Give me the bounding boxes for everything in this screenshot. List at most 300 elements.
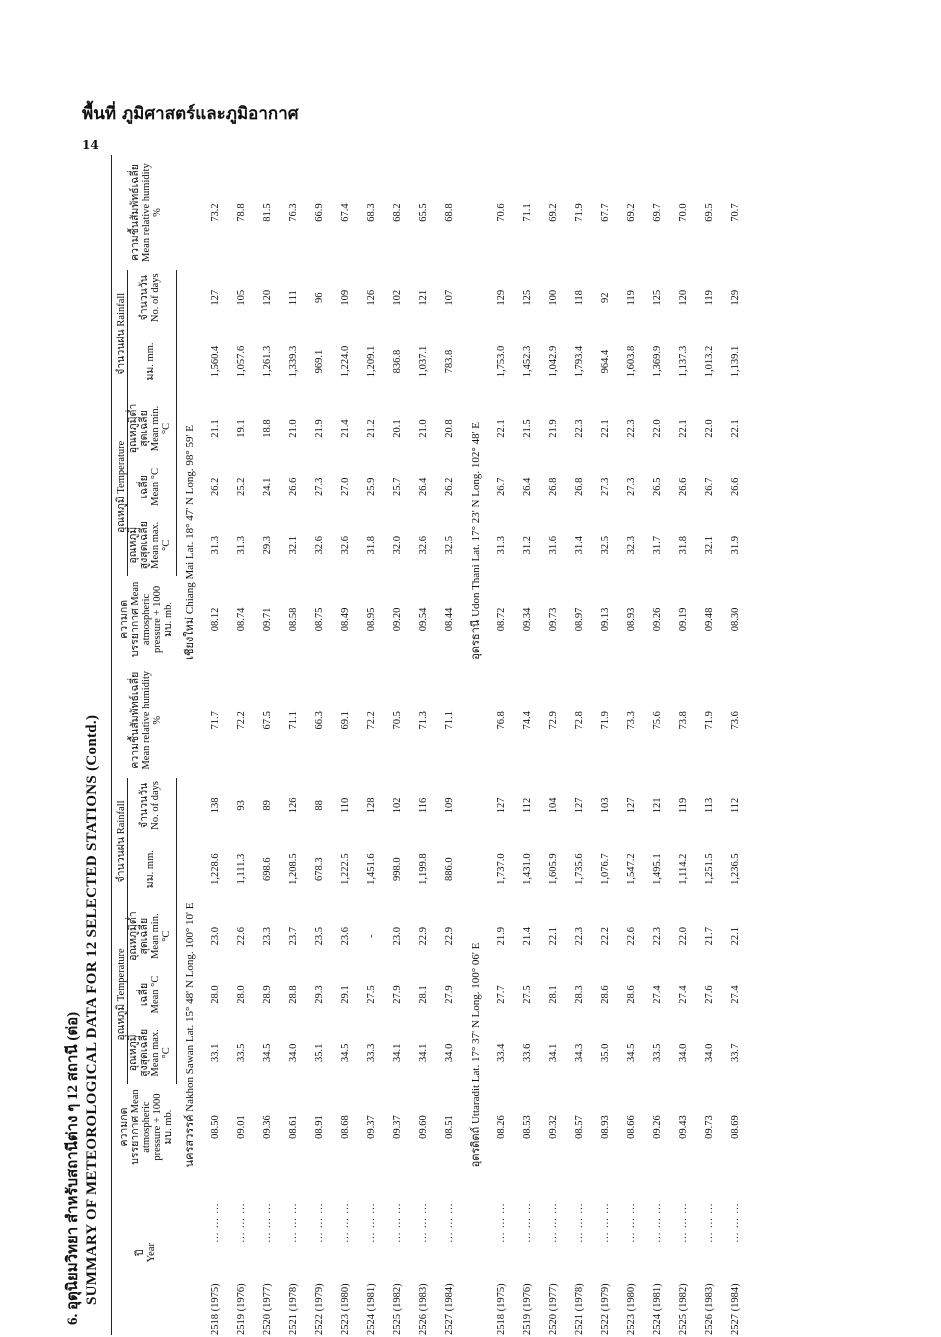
data-cell: 08.57 — [573, 1115, 585, 1139]
data-cell: 25.2 — [236, 477, 248, 497]
data-cell: 121 — [418, 289, 430, 306]
data-cell: 31.6 — [547, 536, 559, 555]
data-cell: 25.7 — [392, 477, 404, 497]
data-cell: 1,753.0 — [495, 345, 507, 378]
year-cell: 2522 (1979) — [314, 1283, 326, 1335]
data-cell: 09.20 — [392, 607, 404, 632]
data-cell: 71.9 — [703, 711, 715, 730]
data-cell: 70.7 — [729, 203, 741, 222]
data-cell: 76.8 — [495, 711, 507, 730]
data-cell: 31.3 — [236, 536, 248, 555]
station-label: นครสวรรค์ Nakhon Sawan Lat. 15° 48' N Long. 100° 10' E — [184, 902, 197, 1168]
data-cell: 886.0 — [444, 857, 456, 881]
data-cell: 26.8 — [573, 477, 585, 497]
table-row — [644, 155, 670, 1335]
data-cell: 783.8 — [444, 349, 456, 374]
data-cell: 998.0 — [392, 857, 404, 881]
data-cell: 76.3 — [288, 203, 300, 222]
data-cell: 964.4 — [599, 349, 611, 374]
year-cell: 2527 (1984) — [729, 1283, 741, 1335]
data-cell: 08.26 — [495, 1115, 507, 1139]
data-cell: 1,042.9 — [547, 345, 559, 378]
data-cell: 34.5 — [625, 1043, 637, 1063]
data-cell: 09.43 — [677, 1115, 689, 1139]
data-cell: 113 — [703, 797, 715, 814]
data-cell: 32.3 — [625, 536, 637, 555]
table-caption-english: SUMMARY OF METEOROLOGICAL DATA FOR 12 SELECTED STATIONS (Contd.) — [84, 714, 100, 1305]
data-cell: 26.6 — [729, 477, 741, 497]
table-row — [203, 155, 229, 1335]
data-cell: 32.0 — [392, 536, 404, 555]
leader-dots: ... ... ... — [366, 1202, 378, 1243]
header-year — [112, 1170, 177, 1335]
data-cell: 09.32 — [547, 1115, 559, 1139]
data-cell: 32.5 — [599, 536, 611, 555]
data-cell: 31.8 — [366, 536, 378, 555]
table-row — [229, 155, 255, 1335]
header-rainfall-right: จำนวนฝน Rainfall — [112, 270, 128, 398]
year-cell: 2520 (1977) — [547, 1283, 559, 1335]
data-cell: 1,603.8 — [625, 345, 637, 378]
station-label: อุดรธานี Udon Thani Lat. 17° 23' N Long. 102° 48' E — [469, 421, 482, 660]
leader-dots: ... ... ... — [314, 1202, 326, 1243]
data-cell: 21.9 — [314, 419, 326, 438]
leader-dots: ... ... ... — [262, 1202, 274, 1243]
data-cell: 09.26 — [651, 607, 663, 632]
data-cell: 28.6 — [599, 985, 611, 1004]
data-cell: 72.9 — [547, 711, 559, 730]
data-cell: 33.1 — [210, 1043, 222, 1063]
data-cell: 107 — [444, 289, 456, 306]
data-cell: 33.6 — [521, 1043, 533, 1063]
station-label: อุตรดิตถ์ Uttaradit Lat. 17° 37' N Long. 100° 06' E — [469, 942, 482, 1168]
header-rain-days-right: จำนวนวัน No. of days — [128, 270, 177, 325]
data-cell: 678.3 — [314, 857, 326, 881]
data-cell: 34.0 — [677, 1043, 689, 1063]
data-cell: 26.6 — [288, 477, 300, 497]
data-cell: 08.66 — [625, 1115, 637, 1139]
data-cell: 22.6 — [625, 926, 637, 946]
station-label: เชียงใหม่ Chiang Mai Lat. 18° 47' N Long. 98° 59' E — [184, 425, 197, 660]
data-cell: 09.26 — [651, 1115, 663, 1139]
data-cell: 34.5 — [262, 1043, 274, 1063]
data-cell: 72.2 — [236, 711, 248, 730]
data-cell: 1,013.2 — [703, 345, 715, 378]
data-cell: 70.6 — [495, 203, 507, 222]
data-cell: 1,261.3 — [262, 345, 274, 378]
header-temperature-right: อุณหภูมิ Temperature — [112, 398, 128, 577]
data-cell: 31.7 — [651, 536, 663, 555]
leader-dots: ... ... ... — [677, 1202, 689, 1243]
data-cell: 27.9 — [444, 985, 456, 1004]
data-cell: 698.6 — [262, 857, 274, 881]
data-cell: 27.9 — [392, 985, 404, 1004]
year-cell: 2525 (1982) — [677, 1283, 689, 1335]
data-cell: 09.54 — [418, 607, 430, 632]
data-cell: 26.2 — [210, 477, 222, 497]
data-cell: 08.58 — [288, 607, 300, 632]
data-cell: 09.01 — [236, 1115, 248, 1139]
leader-dots: ... ... ... — [288, 1202, 300, 1243]
data-cell: 127 — [495, 797, 507, 814]
data-cell: 1,339.3 — [288, 345, 300, 378]
table-row — [281, 155, 307, 1335]
data-cell: 65.5 — [418, 203, 430, 222]
data-cell: 1,111.3 — [236, 853, 248, 885]
data-cell: 22.1 — [599, 419, 611, 438]
year-cell: 2523 (1980) — [340, 1283, 352, 1335]
data-cell: 31.9 — [729, 536, 741, 555]
data-cell: 1,224.0 — [340, 345, 352, 378]
data-cell: 08.93 — [599, 1115, 611, 1139]
data-cell: 71.1 — [444, 711, 456, 730]
data-cell: 1,037.1 — [418, 345, 430, 378]
data-cell: 72.8 — [573, 711, 585, 730]
data-cell: 112 — [521, 797, 533, 814]
data-cell: 27.3 — [625, 477, 637, 497]
data-cell: 67.4 — [340, 203, 352, 222]
data-cell: 18.8 — [262, 419, 274, 438]
data-cell: 23.0 — [392, 926, 404, 946]
data-cell: 127 — [573, 797, 585, 814]
leader-dots: ... ... ... — [418, 1202, 430, 1243]
data-cell: 103 — [599, 797, 611, 814]
data-cell: 119 — [677, 797, 689, 814]
data-cell: 68.3 — [366, 203, 378, 222]
table-row — [385, 155, 411, 1335]
data-cell: 102 — [392, 289, 404, 306]
data-cell: 74.4 — [521, 711, 533, 730]
header-humidity-right: ความชื้นสัมพัทธ์เฉลี่ย Mean relative humidity % — [112, 155, 177, 270]
data-cell: 08.93 — [625, 607, 637, 632]
station-heading-row — [177, 155, 203, 1335]
data-cell: 71.3 — [418, 711, 430, 730]
data-cell: 09.34 — [521, 607, 533, 632]
data-cell: 69.7 — [651, 203, 663, 222]
year-cell: 2518 (1975) — [210, 1283, 222, 1335]
data-cell: 22.3 — [651, 926, 663, 946]
data-cell: 20.1 — [392, 419, 404, 438]
data-cell: 34.5 — [340, 1043, 352, 1063]
data-cell: 32.1 — [288, 536, 300, 555]
table-row — [696, 155, 722, 1335]
data-cell: 73.3 — [625, 711, 637, 730]
data-cell: 109 — [444, 797, 456, 814]
data-cell: 66.9 — [314, 203, 326, 222]
data-cell: 1,605.9 — [547, 853, 559, 885]
data-cell: 71.9 — [573, 203, 585, 222]
data-cell: 29.3 — [314, 985, 326, 1004]
data-cell: 1,076.7 — [599, 853, 611, 885]
data-cell: 09.36 — [262, 1115, 274, 1139]
data-cell: 32.6 — [418, 536, 430, 555]
data-cell: 1,495.1 — [651, 853, 663, 885]
data-cell: 26.6 — [677, 477, 689, 497]
data-cell: 08.91 — [314, 1115, 326, 1139]
table-row — [540, 155, 566, 1335]
header-year-thai: ปี — [135, 1249, 147, 1257]
data-cell: 21.0 — [418, 419, 430, 438]
data-cell: 110 — [340, 797, 352, 814]
data-cell: 69.5 — [703, 203, 715, 222]
data-cell: 22.0 — [703, 419, 715, 438]
data-cell: 34.0 — [288, 1043, 300, 1063]
data-cell: 27.7 — [495, 985, 507, 1004]
data-cell: 35.1 — [314, 1043, 326, 1063]
data-cell: 67.7 — [599, 203, 611, 222]
rotated-table-region — [60, 155, 880, 1335]
table-row — [488, 155, 514, 1335]
data-cell: 34.1 — [418, 1043, 430, 1063]
data-cell: 23.5 — [314, 926, 326, 946]
data-cell: 23.7 — [288, 926, 300, 946]
data-cell: 93 — [236, 800, 248, 811]
data-cell: 27.5 — [366, 985, 378, 1004]
data-cell: 69.2 — [547, 203, 559, 222]
data-cell: 35.0 — [599, 1043, 611, 1063]
data-cell: 34.1 — [547, 1043, 559, 1063]
data-cell: 25.9 — [366, 477, 378, 497]
data-cell: 1,057.6 — [236, 345, 248, 378]
table-caption-thai: 6. อุตุนิยมวิทยา สำหรับสถานีต่าง ๆ 12 สถานี (ต่อ) — [65, 1011, 81, 1325]
data-cell: 127 — [210, 289, 222, 306]
year-cell: 2518 (1975) — [495, 1283, 507, 1335]
data-cell: 22.3 — [625, 419, 637, 438]
data-cell: 09.48 — [703, 607, 715, 632]
data-cell: 120 — [677, 289, 689, 306]
data-cell: 19.1 — [236, 419, 248, 438]
data-cell: 08.30 — [729, 607, 741, 632]
year-cell: 2524 (1981) — [366, 1283, 378, 1335]
data-cell: 68.2 — [392, 203, 404, 222]
data-cell: 73.6 — [729, 711, 741, 730]
data-cell: 27.0 — [340, 477, 352, 497]
data-cell: 22.1 — [495, 419, 507, 438]
data-cell: 1,199.8 — [418, 853, 430, 885]
header-humidity-left: ความชื้นสัมพัทธ์เฉลี่ย Mean relative humidity % — [112, 663, 177, 778]
year-cell: 2521 (1978) — [288, 1283, 300, 1335]
header-rain-mm-left: มม. mm. — [128, 833, 177, 905]
data-cell: 09.19 — [677, 607, 689, 632]
leader-dots: ... ... ... — [573, 1202, 585, 1243]
leader-dots: ... ... ... — [236, 1202, 248, 1243]
header-pressure-left: ความกดบรรยากาศ Mean atmospheric pressure + 1000 มบ. mb. — [112, 1084, 177, 1171]
year-cell: 2521 (1978) — [573, 1283, 585, 1335]
year-cell: 2526 (1983) — [418, 1283, 430, 1335]
data-cell: 08.44 — [444, 607, 456, 632]
data-cell: 119 — [625, 290, 637, 306]
data-cell: 126 — [366, 289, 378, 306]
data-cell: 1,793.4 — [573, 345, 585, 378]
data-cell: 08.12 — [210, 607, 222, 632]
data-cell: 125 — [521, 289, 533, 306]
header-temp-max-left: อุณหภูมิสูงสุดเฉลี่ย Mean max. °C — [128, 1022, 177, 1084]
table-row — [411, 155, 437, 1335]
station-heading-left — [463, 663, 489, 1171]
page-number: 14 — [82, 138, 99, 152]
data-cell: 09.71 — [262, 607, 274, 632]
year-cell: 2526 (1983) — [703, 1283, 715, 1335]
year-cell: 2520 (1977) — [262, 1283, 274, 1335]
data-cell: 28.1 — [418, 985, 430, 1004]
data-cell: 31.4 — [573, 536, 585, 555]
data-cell: 1,139.1 — [729, 345, 741, 378]
data-cell: 31.8 — [677, 536, 689, 555]
data-cell: 32.6 — [314, 536, 326, 555]
data-cell: 126 — [288, 797, 300, 814]
data-cell: 66.3 — [314, 711, 326, 730]
data-cell: 112 — [729, 797, 741, 814]
header-rain-days-left: จำนวนวัน No. of days — [128, 778, 177, 833]
data-cell: 27.3 — [314, 477, 326, 497]
table-caption — [60, 155, 101, 1335]
data-cell: 27.6 — [703, 985, 715, 1004]
data-cell: 129 — [495, 289, 507, 306]
year-cell: 2519 (1976) — [236, 1283, 248, 1335]
data-cell: 27.3 — [599, 477, 611, 497]
data-cell: 08.61 — [288, 1115, 300, 1139]
data-cell: 31.3 — [495, 536, 507, 555]
data-cell: 127 — [625, 797, 637, 814]
station-heading-row — [463, 155, 489, 1335]
table-row — [670, 155, 696, 1335]
data-cell: 22.3 — [573, 926, 585, 946]
data-cell: 33.7 — [729, 1043, 741, 1063]
data-cell: 1,737.0 — [495, 853, 507, 885]
leader-dots: ... ... ... — [625, 1202, 637, 1243]
data-cell: 32.6 — [340, 536, 352, 555]
data-cell: 29.1 — [340, 985, 352, 1004]
header-temp-max-right: อุณหภูมิสูงสุดเฉลี่ย Mean max. °C — [128, 514, 177, 576]
data-cell: 1,209.1 — [366, 345, 378, 378]
data-cell: 21.9 — [495, 926, 507, 946]
data-cell: 1,251.5 — [703, 853, 715, 885]
data-cell: 26.2 — [444, 477, 456, 497]
data-cell: 34.1 — [392, 1043, 404, 1063]
data-cell: 75.6 — [651, 711, 663, 730]
year-cell: 2527 (1984) — [444, 1283, 456, 1335]
data-cell: 22.1 — [547, 926, 559, 946]
header-pressure-right: ความกดบรรยากาศ Mean atmospheric pressure + 1000 มบ. mb. — [112, 576, 177, 663]
data-cell: 08.51 — [444, 1115, 456, 1139]
data-cell: 08.72 — [495, 607, 507, 632]
data-cell: 27.4 — [677, 985, 689, 1004]
data-cell: 09.60 — [418, 1115, 430, 1139]
leader-dots: ... ... ... — [729, 1202, 741, 1243]
header-temp-min-right: อุณหภูมิต่ำสุดเฉลี่ย Mean min. °C — [128, 398, 177, 460]
data-cell: 09.37 — [392, 1115, 404, 1139]
data-cell: 27.4 — [729, 985, 741, 1004]
data-cell: 21.0 — [288, 419, 300, 438]
year-cell: 2523 (1980) — [625, 1283, 637, 1335]
data-cell: 109 — [340, 289, 352, 306]
data-cell: 28.3 — [573, 985, 585, 1004]
data-cell: 34.3 — [573, 1043, 585, 1063]
data-cell: 33.5 — [236, 1043, 248, 1063]
data-cell: 1,431.0 — [521, 853, 533, 885]
data-cell: 125 — [651, 289, 663, 306]
data-cell: 22.1 — [729, 926, 741, 946]
table-row — [359, 155, 385, 1335]
station-heading-spacer — [463, 1170, 489, 1335]
data-cell: 116 — [418, 797, 430, 814]
data-cell: 88 — [314, 800, 326, 811]
year-cell: 2525 (1982) — [392, 1283, 404, 1335]
data-cell: 1,137.3 — [677, 345, 689, 378]
header-year-english: Year — [146, 1243, 158, 1263]
data-cell: 27.5 — [521, 985, 533, 1004]
data-cell: 21.4 — [521, 926, 533, 946]
data-cell: 21.7 — [703, 926, 715, 946]
year-cell: 2519 (1976) — [521, 1283, 533, 1335]
data-cell: 08.49 — [340, 607, 352, 632]
station-heading-left — [177, 663, 203, 1171]
data-cell: 21.4 — [340, 419, 352, 438]
data-cell: 23.0 — [210, 926, 222, 946]
data-cell: 70.0 — [677, 203, 689, 222]
table-row — [618, 155, 644, 1335]
data-cell: 1,208.5 — [288, 853, 300, 885]
data-cell: 26.8 — [547, 477, 559, 497]
data-cell: 1,114.2 — [677, 853, 689, 885]
data-cell: 08.75 — [314, 607, 326, 632]
data-cell: 120 — [262, 289, 274, 306]
data-cell: 28.0 — [236, 985, 248, 1004]
leader-dots: ... ... ... — [495, 1202, 507, 1243]
data-cell: 73.2 — [210, 203, 222, 222]
data-cell: 67.5 — [262, 711, 274, 730]
data-cell: 28.8 — [288, 985, 300, 1004]
data-cell: 08.97 — [573, 607, 585, 632]
data-cell: 09.73 — [703, 1115, 715, 1139]
table-row — [307, 155, 333, 1335]
data-cell: 100 — [547, 289, 559, 306]
data-cell: 31.2 — [521, 536, 533, 555]
data-cell: 29.3 — [262, 536, 274, 555]
data-cell: 08.95 — [366, 607, 378, 632]
data-cell: 1,451.6 — [366, 853, 378, 885]
data-cell: 34.0 — [703, 1043, 715, 1063]
data-cell: 1,547.2 — [625, 853, 637, 885]
data-cell: 22.9 — [444, 926, 456, 946]
table-body — [177, 155, 749, 1335]
leader-dots: ... ... ... — [444, 1202, 456, 1243]
data-cell: 104 — [547, 797, 559, 814]
data-cell: 22.1 — [729, 419, 741, 438]
data-cell: 32.5 — [444, 536, 456, 555]
table-row — [592, 155, 618, 1335]
table-row — [333, 155, 359, 1335]
data-cell: 33.4 — [495, 1043, 507, 1063]
data-cell: 20.8 — [444, 419, 456, 438]
data-cell: 22.9 — [418, 926, 430, 946]
header-temp-min-left: อุณหภูมิต่ำสุดเฉลี่ย Mean min. °C — [128, 905, 177, 967]
meteorological-table — [111, 155, 748, 1335]
data-cell: 08.74 — [236, 607, 248, 632]
data-cell: 1,735.6 — [573, 853, 585, 885]
data-cell: 129 — [729, 289, 741, 306]
leader-dots: ... ... ... — [521, 1202, 533, 1243]
data-cell: 138 — [210, 797, 222, 814]
header-rain-mm-right: มม. mm. — [128, 325, 177, 397]
data-cell: - — [366, 934, 378, 938]
table-header — [112, 155, 177, 1335]
data-cell: 68.8 — [444, 203, 456, 222]
data-cell: 28.0 — [210, 985, 222, 1004]
year-cell: 2522 (1979) — [599, 1283, 611, 1335]
data-cell: 26.7 — [495, 477, 507, 497]
data-cell: 69.2 — [625, 203, 637, 222]
